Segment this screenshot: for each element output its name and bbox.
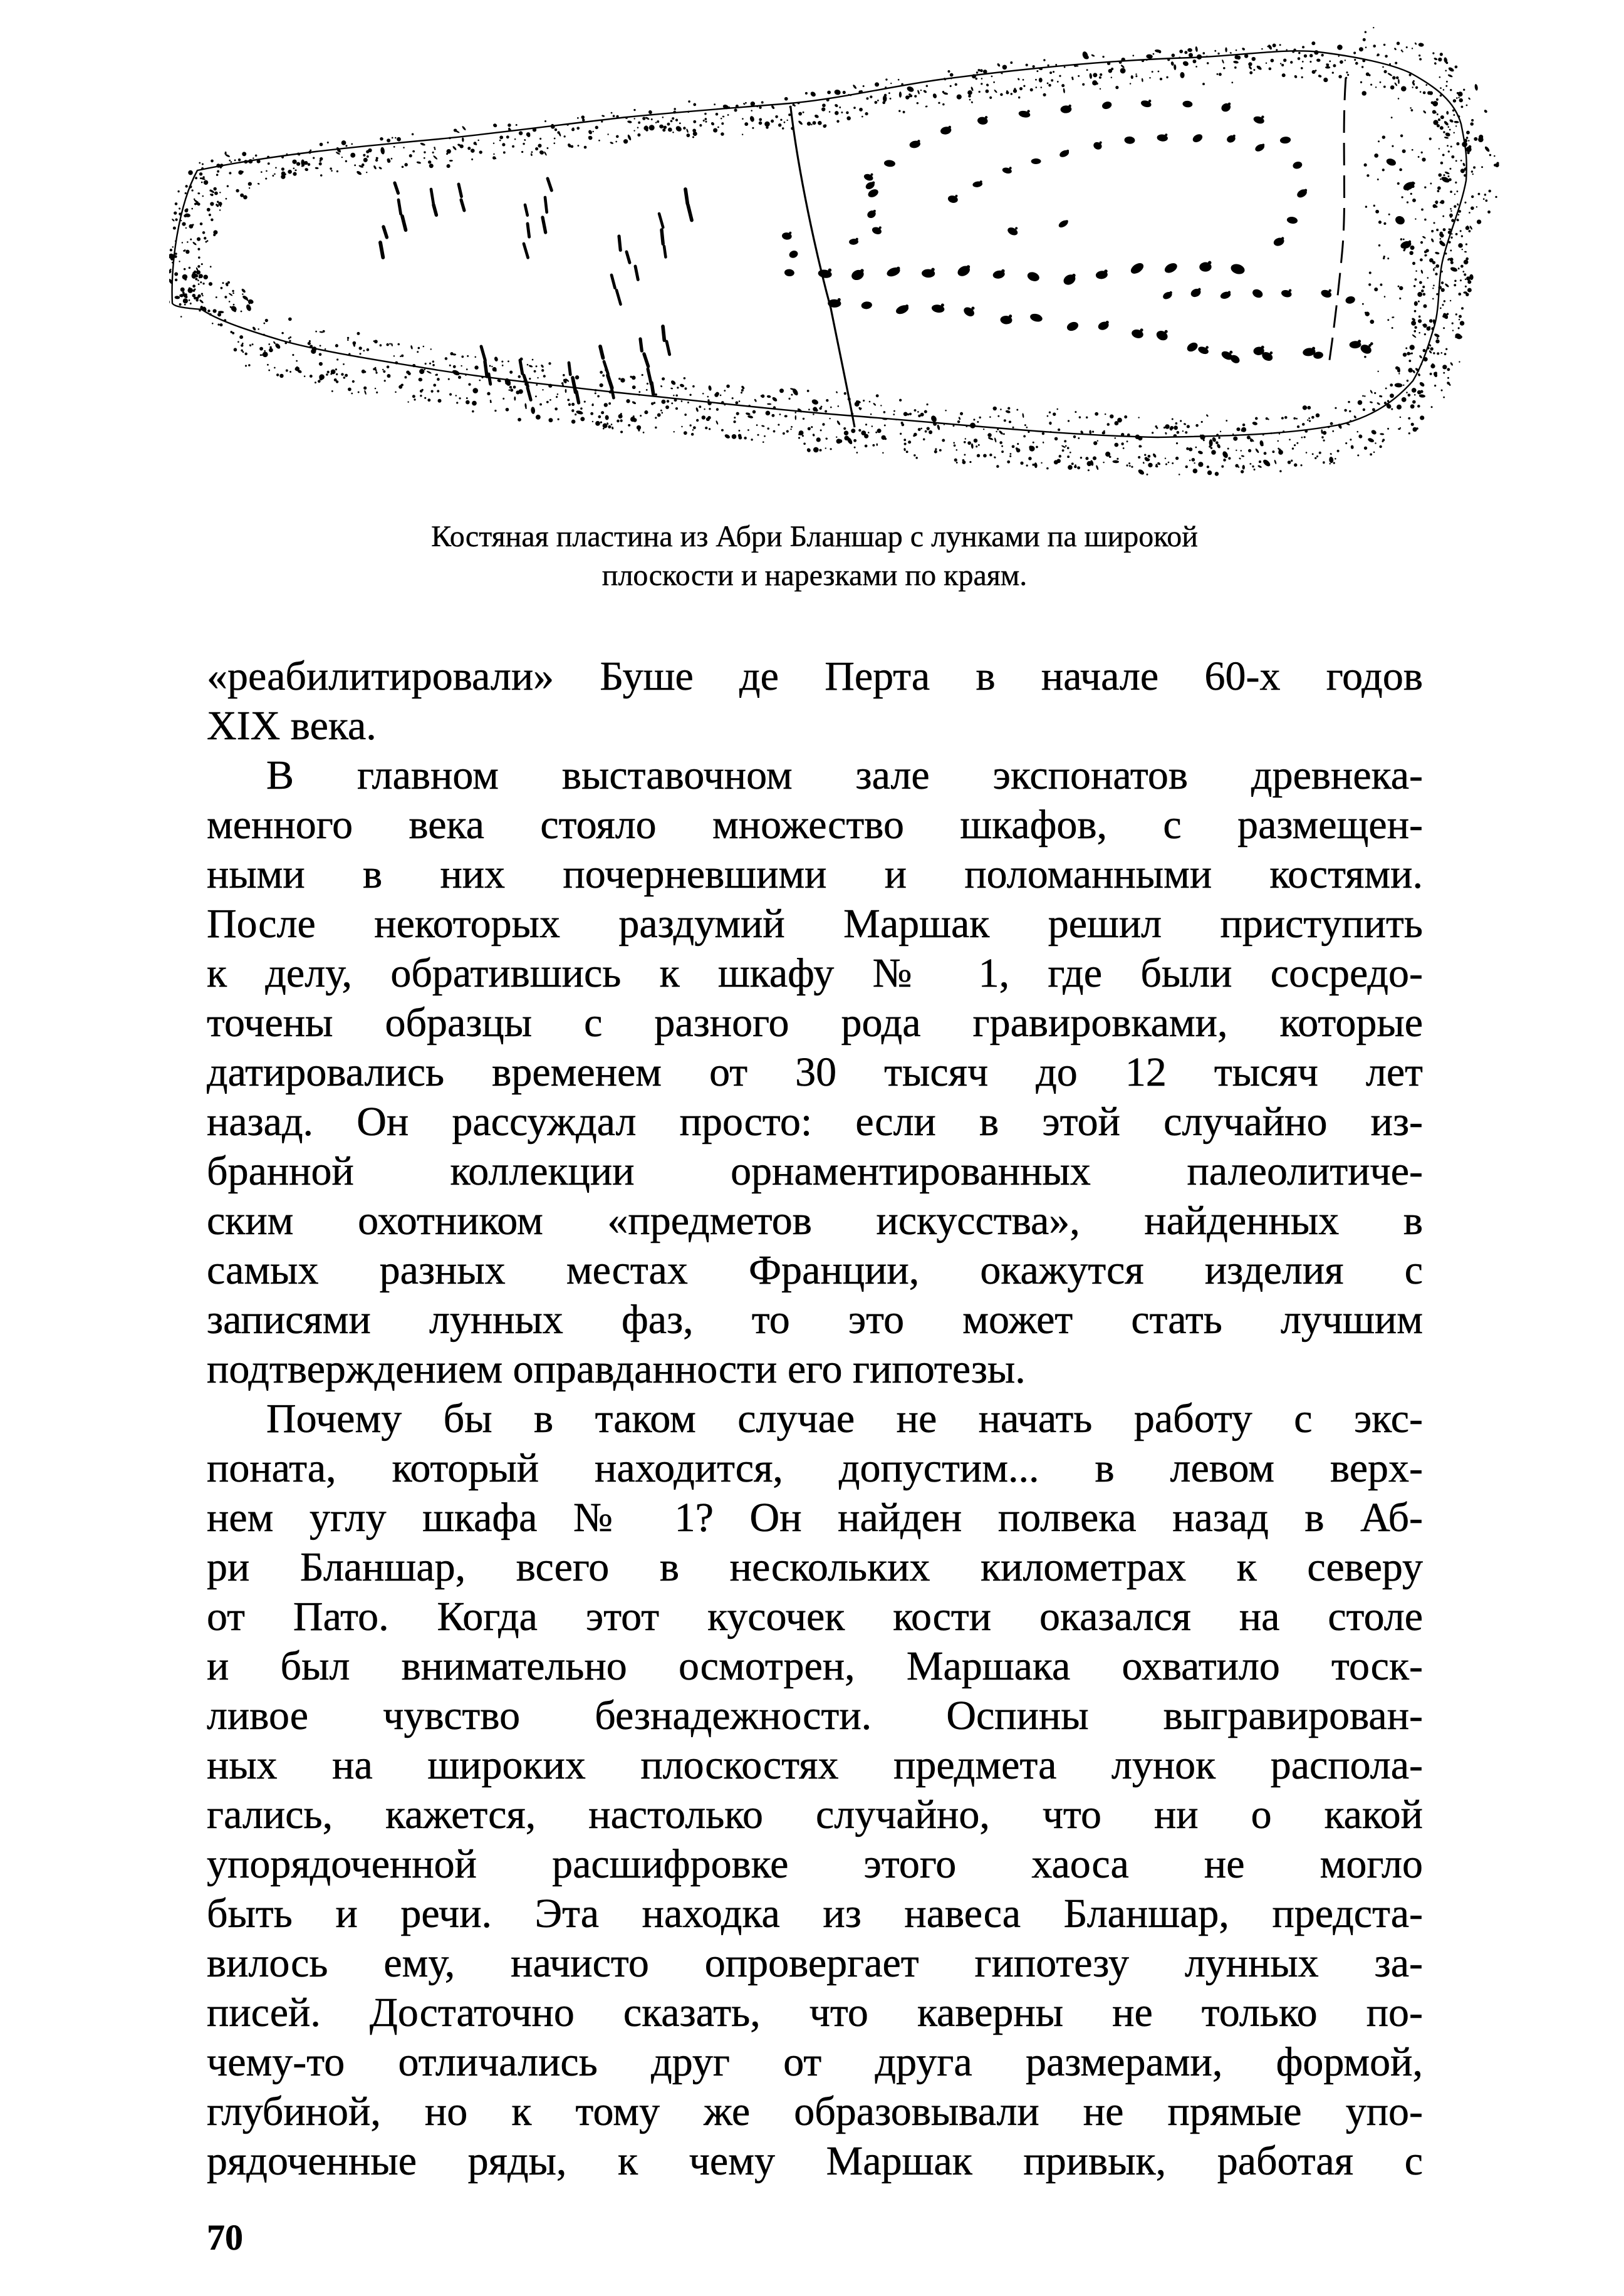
text-line: ливое чувство безнадежности. Оспины выгравирован- <box>207 1693 1423 1738</box>
text-line: от Пато. Когда этот кусочек кости оказался на столе <box>207 1594 1423 1639</box>
text-line: нем углу шкафа № 1? Он найден полвека назад в Аб- <box>207 1495 1423 1540</box>
text-line: «реабилитировали» Буше де Перта в начале 60-х годов <box>207 653 1423 699</box>
text-line: менного века стояло множество шкафов, с размещен- <box>207 802 1423 848</box>
text-line: После некоторых раздумий Маршак решил приступить <box>207 901 1423 947</box>
text-line: ных на широких плоскостях предмета лунок распола- <box>207 1742 1423 1788</box>
text-line: упорядоченной расшифровке этого хаоса не могло <box>207 1841 1423 1887</box>
text-line: ными в них почерневшими и поломанными костями. <box>207 851 1423 897</box>
text-line: к делу, обратившись к шкафу № 1, где были сосредо- <box>207 950 1423 996</box>
figure-caption-line-2: плоскости и нарезками по краям. <box>601 559 1028 592</box>
text-line: XIX века. <box>207 703 377 749</box>
figure-caption-line-1: Костяная пластина из Абри Бланшар с лунками па широкой <box>431 520 1198 553</box>
text-line: ским охотником «предметов искусства», найденных в <box>207 1198 1423 1244</box>
text-line: писей. Достаточно сказать, что каверны не только по- <box>207 1990 1423 2035</box>
body-text <box>207 652 1423 2186</box>
text-line: быть и речи. Эта находка из навеса Бланшар, предста- <box>207 1891 1423 1936</box>
text-line: рядоченные ряды, к чему Маршак привык, работая с <box>207 2138 1423 2184</box>
text-line: Почему бы в таком случае не начать работу с экс- <box>266 1396 1423 1441</box>
text-line: вилось ему, начисто опровергает гипотезу лунных за- <box>207 1940 1423 1986</box>
bone-plate-illustration <box>169 14 1504 509</box>
text-line: подтверждением оправданности его гипотезы. <box>207 1346 1026 1392</box>
text-line: поната, который находится, допустим... в левом верх- <box>207 1445 1423 1491</box>
text-line: записями лунных фаз, то это может стать лучшим <box>207 1297 1423 1343</box>
text-line: назад. Он рассуждал просто: если в этой случайно из- <box>207 1099 1423 1145</box>
text-line: ри Бланшар, всего в нескольких километрах к северу <box>207 1544 1423 1590</box>
text-line: и был внимательно осмотрен, Маршака охватило тоск- <box>207 1643 1423 1689</box>
figure-caption <box>207 517 1422 595</box>
text-line: бранной коллекции орнаментированных палеолитиче- <box>207 1148 1423 1194</box>
text-line: В главном выставочном зале экспонатов древнека- <box>266 752 1423 798</box>
text-line: чему-то отличались друг от друга размерами, формой, <box>207 2039 1423 2085</box>
text-line: самых разных местах Франции, окажутся изделия с <box>207 1247 1423 1293</box>
text-line: гались, кажется, настолько случайно, что ни о какой <box>207 1792 1423 1837</box>
text-line: глубиной, но к тому же образовывали не прямые упо- <box>207 2089 1423 2134</box>
text-line: точены образцы с разного рода гравировками, которые <box>207 1000 1423 1046</box>
page-number: 70 <box>207 2217 243 2258</box>
bone-plate-drawing <box>169 14 1504 509</box>
text-line: датировались временем от 30 тысяч до 12 тысяч лет <box>207 1049 1423 1095</box>
